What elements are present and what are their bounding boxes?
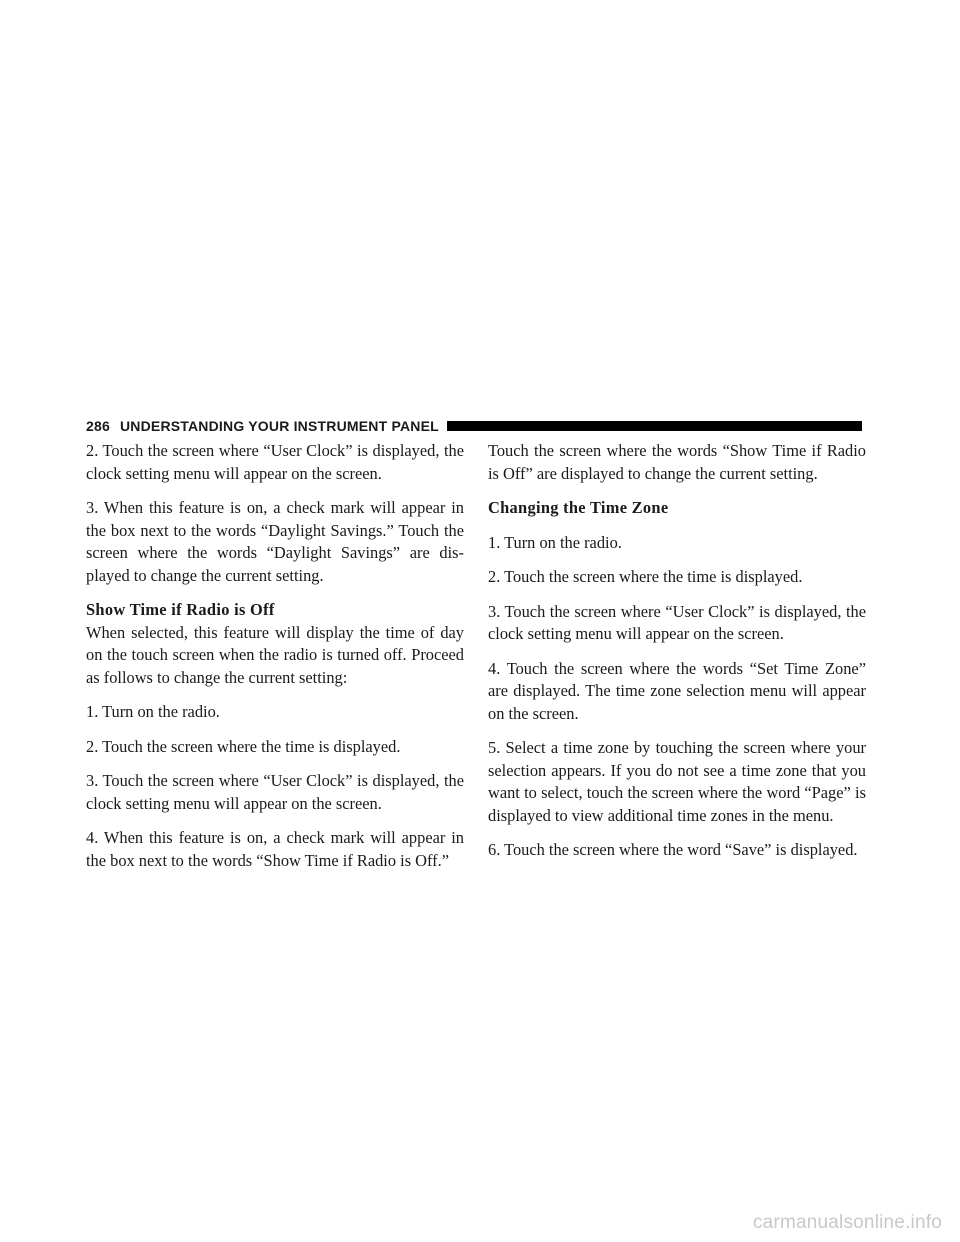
paragraph: 2. Touch the screen where the time is displayed. bbox=[86, 736, 401, 756]
page-header bbox=[86, 418, 862, 434]
paragraph: 4. Touch the screen where the words “Set Time Zone” are displayed. The time zone selection menu will appear on the screen. bbox=[488, 658, 866, 723]
page-number: 286 bbox=[86, 418, 110, 434]
paragraph: 3. When this feature is on, a check mark will appear in the box next to the words “Daylight Savings.” Touch the screen where the words “Daylight Savings” are dis- played to change the current setting. bbox=[86, 498, 464, 585]
paragraph: 3. Touch the screen where “User Clock” is displayed, the clock setting menu will appear on the screen. bbox=[488, 601, 866, 643]
paragraph: 4. When this feature is on, a check mark will appear in the box next to the words “Show Time if Radio is Off.” bbox=[86, 828, 464, 870]
paragraph: 1. Turn on the radio. bbox=[86, 702, 220, 721]
paragraph: 1. Turn on the radio. bbox=[488, 532, 622, 552]
paragraph: When selected, this feature will display the time of day on the touch screen when the radio is turned off. Proceed as follows to change the current setting: bbox=[86, 622, 464, 687]
watermark: carmanualsonline.info bbox=[752, 1212, 942, 1233]
paragraph: 2. Touch the screen where the time is displayed. bbox=[488, 567, 803, 586]
right-column bbox=[488, 440, 866, 874]
section-heading-time-zone: Changing the Time Zone bbox=[488, 498, 669, 517]
paragraph: 2. Touch the screen where “User Clock” is displayed, the clock setting menu will appear on the screen. bbox=[86, 441, 464, 483]
section-heading-show-time: Show Time if Radio is Off bbox=[86, 600, 275, 619]
left-column bbox=[86, 440, 464, 884]
section-title: UNDERSTANDING YOUR INSTRUMENT PANEL bbox=[119, 418, 439, 434]
paragraph: Touch the screen where the words “Show Time if Radio is Off” are displayed to change the current setting. bbox=[488, 441, 866, 483]
paragraph: 3. Touch the screen where “User Clock” is displayed, the clock setting menu will appear on the screen. bbox=[86, 771, 464, 813]
paragraph: 6. Touch the screen where the word “Save” is displayed. bbox=[488, 840, 858, 859]
header-rule bbox=[447, 421, 862, 431]
paragraph: 5. Select a time zone by touching the screen where your selection appears. If you do not see a time zone that you want to select, touch the screen where the word “Page” is displayed to view additional time zones in the menu. bbox=[488, 738, 866, 825]
